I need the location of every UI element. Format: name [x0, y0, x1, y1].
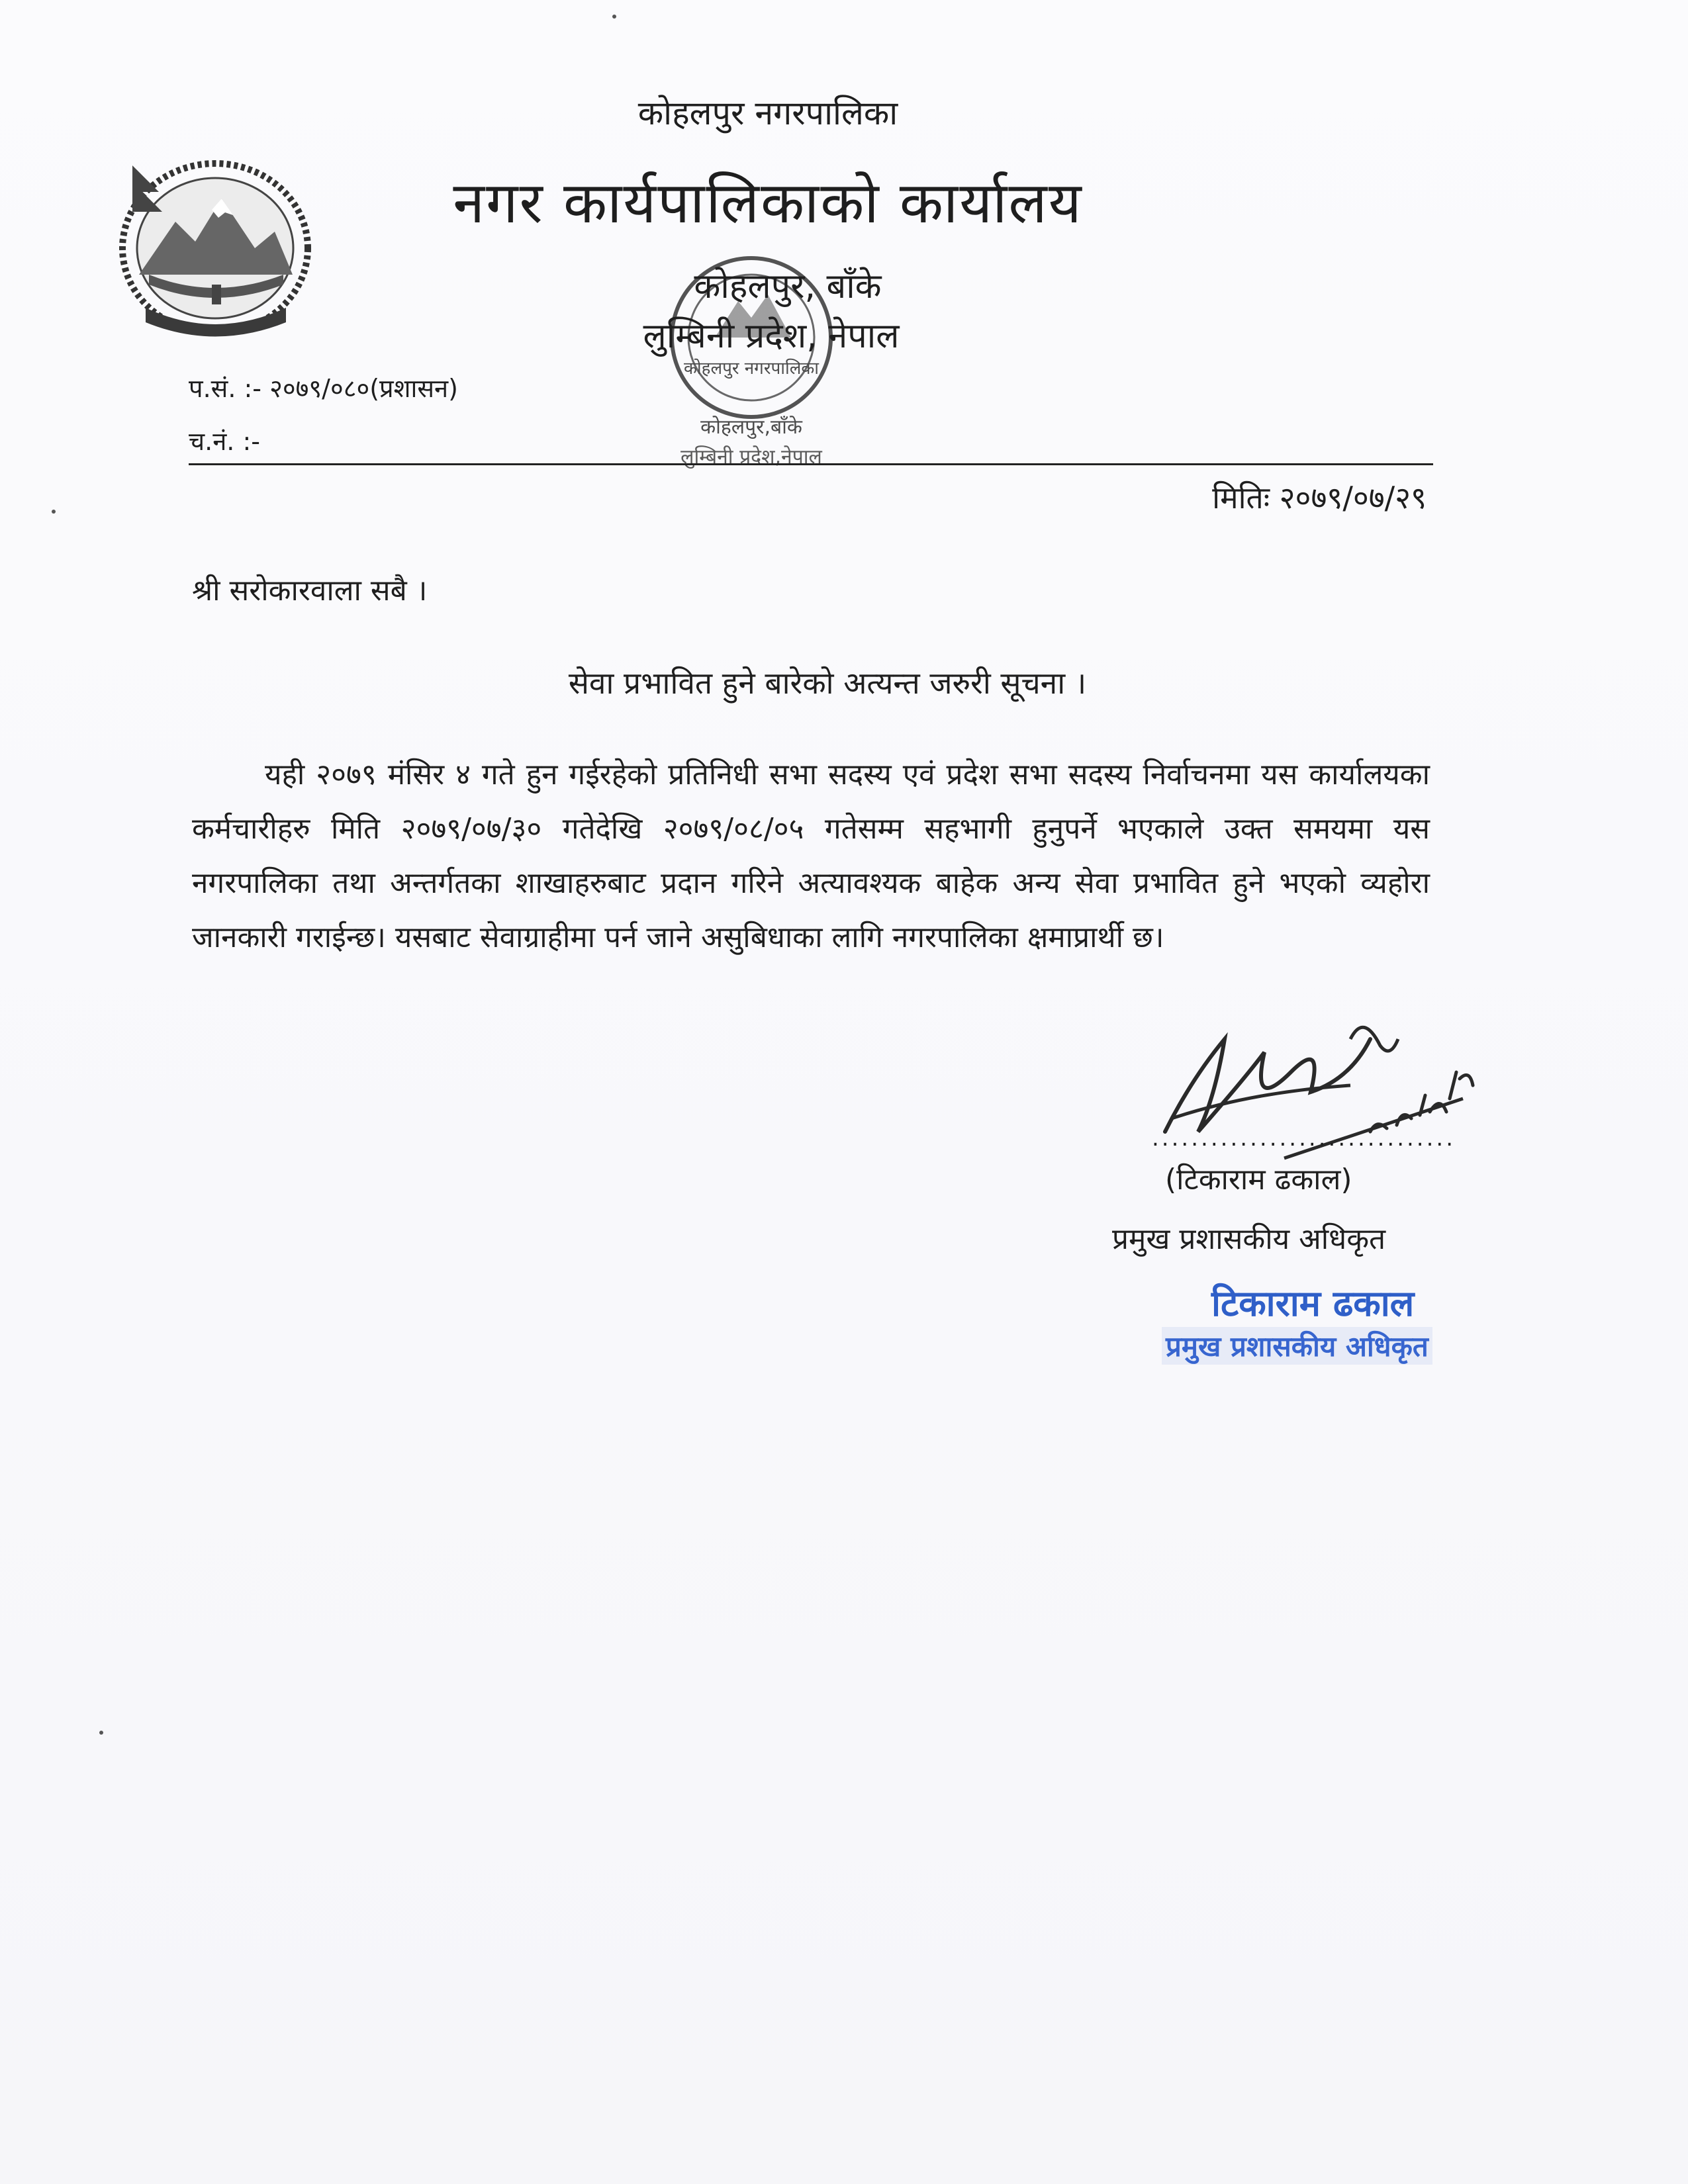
svg-text:कोहलपुर नगरपालिका: कोहलपुर नगरपालिका — [683, 359, 820, 379]
signatory-name: (टिकाराम ढकाल) — [1165, 1163, 1352, 1197]
signatory-designation: प्रमुख प्रशासकीय अधिकृत — [1112, 1222, 1386, 1256]
name-seal-name: टिकाराम ढकाल — [1211, 1283, 1415, 1324]
signature-line: ............................... — [1152, 1125, 1456, 1152]
header-divider — [189, 463, 1433, 465]
paper-speck — [52, 510, 56, 514]
svg-text:कोहलपुर,बाँके: कोहलपुर,बाँके — [700, 416, 802, 439]
svg-text:लुम्बिनी प्रदेश,नेपाल: लुम्बिनी प्रदेश,नेपाल — [680, 445, 822, 469]
letter-date: मितिः २०७९/०७/२९ — [1212, 480, 1427, 516]
body-paragraph: यही २०७९ मंसिर ४ गते हुन गईरहेको प्रतिनिधी सभा सदस्य एवं प्रदेश सभा सदस्य निर्वाचनमा यस कार्यालयका कर्मचारीहरु मिति २०७९/०७/३० गतेदेखि २०७९/०८/०५ गतेसम्म सहभागी हुनुपर्ने भएकाले उक्त समयमा यस नगरपालिका तथा अन्तर्गतका शाखाहरुबाट प्रदान गरिने अत्यावश्यक बाहेक अन्य सेवा प्रभावित हुने भएको व्यहोरा जानकारी गराईन्छ। यसबाट सेवाग्राहीमा पर्न जाने असुबिधाका लागि नगरपालिका क्षमाप्रार्थी छ। — [192, 758, 1430, 954]
nepal-emblem-logo — [113, 149, 318, 341]
address-line-2: लुम्बिनी प्रदेश, नेपाल — [643, 316, 900, 356]
salutation: श्री सरोकारवाला सबै । — [192, 574, 428, 608]
paper-speck — [99, 1731, 103, 1735]
address-line-1: कोहलपुर, बाँके — [694, 267, 882, 306]
name-seal-designation: प्रमुख प्रशासकीय अधिकृत — [1162, 1327, 1432, 1365]
office-title: नगर कार्यपालिकाको कार्यालय — [453, 170, 1083, 236]
dispatch-number: च.नं. :- — [189, 427, 260, 456]
municipality-name: कोहलपुर नगरपालिका — [637, 94, 898, 132]
paper-speck — [612, 15, 616, 19]
reference-number: प.सं. :- २०७९/०८०(प्रशासन) — [189, 374, 458, 403]
subject-line: सेवा प्रभावित हुने बारेको अत्यन्त जरुरी सूचना । — [568, 665, 1087, 701]
